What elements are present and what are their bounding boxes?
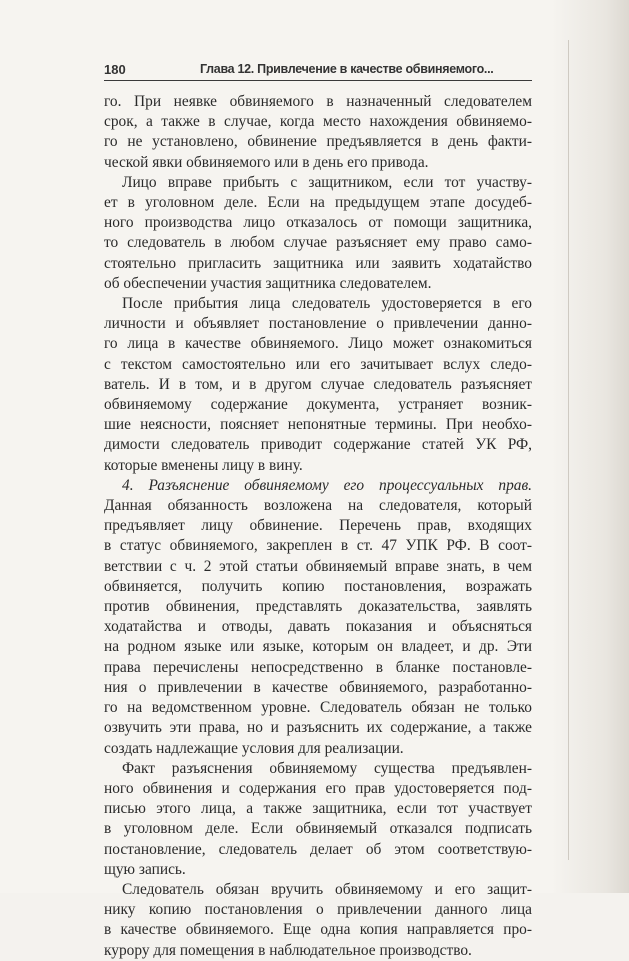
text-line: После прибытия лица следователь удостоверяется в его [122,295,532,313]
text-line: которые вменены лицу в вину. [104,456,303,474]
text-line: с текстом самостоятельно или его зачитывает вслух следо- [104,355,532,373]
running-head: Глава 12. Привлечение в качестве обвиняемого... [200,62,494,76]
text-line: в статус обвиняемого, закреплен в ст. 47 УПК РФ. В соот- [104,537,532,555]
text-line: личности и объявляет постановление о привлечении данно- [104,315,532,333]
text-line: постановление, следователь делает об этом соответствую- [104,840,532,858]
text-line: го не установлено, обвинение предъявляется в день факти- [104,133,532,151]
text-line: на родном языке или языке, которым он владеет, и др. Эти [104,638,532,656]
text-line: обвиняемому содержание документа, устраняет возник- [104,396,532,414]
page-number: 180 [104,62,126,77]
page-header [104,62,532,81]
text-line: писью этого лица, а также защитника, если тот участвует [104,800,532,818]
text-line: в уголовном деле. Если обвиняемый отказался подписать [104,820,532,838]
text-line: об обеспечении участия защитника следователем. [104,274,432,292]
text-line: ческой явки обвиняемого или в день его привода. [104,153,429,171]
page-gutter-shadow [551,0,629,893]
text-line: предъявляет лицу обвинение. Перечень прав, входящих [104,517,532,535]
text-line: ветствии с ч. 2 этой статьи обвиняемый вправе знать, в чем [104,557,532,575]
text-line: ного обвинения и содержания его прав удостоверяется под- [104,779,532,797]
text-line: ет в уголовном деле. Если на предыдущем этапе досудеб- [104,194,532,212]
text-line: Факт разъяснения обвиняемому существа предъявлен- [122,759,532,777]
page-edge-line [568,40,569,860]
text-line: щую запись. [104,860,186,878]
text-line: ного производства лицо отказалось от помощи защитника, [104,214,532,232]
paragraph-2 [104,173,532,294]
text-line: Лицо вправе прибыть с защитником, если тот участву- [122,173,532,191]
paragraph-5 [104,759,532,880]
paragraph-1 [104,92,532,173]
text-line: против обвинения, представлять доказательства, заявлять [104,598,532,616]
text-line: го. При неявке обвиняемого в назначенный следователем [104,93,532,110]
text-line: срок, а также в случае, когда место нахождения обвиняемо- [104,113,532,131]
text-line: озвучить эти права, но и разъяснить их содержание, а также [104,719,532,737]
text-line: создать надлежащие условия для реализации. [104,739,404,757]
text-line: ния о привлечении в качестве обвиняемого, разработанно- [104,678,532,696]
text-line: стоятельно пригласить защитника или заявить ходатайство [104,254,532,272]
text-line: го лица в качестве обвиняемого. Лицо может ознакомиться [104,335,532,353]
text-line: шие неясности, поясняет непонятные термины. При необхо- [104,416,532,434]
text-line: ходатайства и отводы, давать показания и объясняться [104,618,532,636]
text-line: димости следователь приводит содержание статей УК РФ, [104,436,532,454]
text-line: в качестве обвиняемого. Еще одна копия направляется про- [104,921,532,939]
text-line: права перечислены непосредственно в бланке постановле- [104,658,532,676]
text-line: ватель. И в том, и в другом случае следователь разъясняет [104,375,532,393]
text-line: нику копию постановления о привлечении данного лица [104,901,532,919]
page-body [104,92,532,961]
text-line: курору для помещения в наблюдательное производство. [104,941,472,959]
text-line: то следователь в любом случае разъясняет ему право само- [104,234,532,252]
text-line: обвиняется, получить копию постановления, возражать [104,577,532,595]
paragraph-6 [104,880,532,961]
paragraph-4 [104,476,532,759]
text-line: Данная обязанность возложена на следователя, который [104,497,532,515]
paragraph-3 [104,294,532,476]
text-line: Следователь обязан вручить обвиняемому и его защит- [122,880,532,898]
section-heading-line: 4. Разъяснение обвиняемому его процессуальных прав. [122,476,532,494]
text-line: го на ведомственном уровне. Следователь обязан не только [104,699,532,717]
